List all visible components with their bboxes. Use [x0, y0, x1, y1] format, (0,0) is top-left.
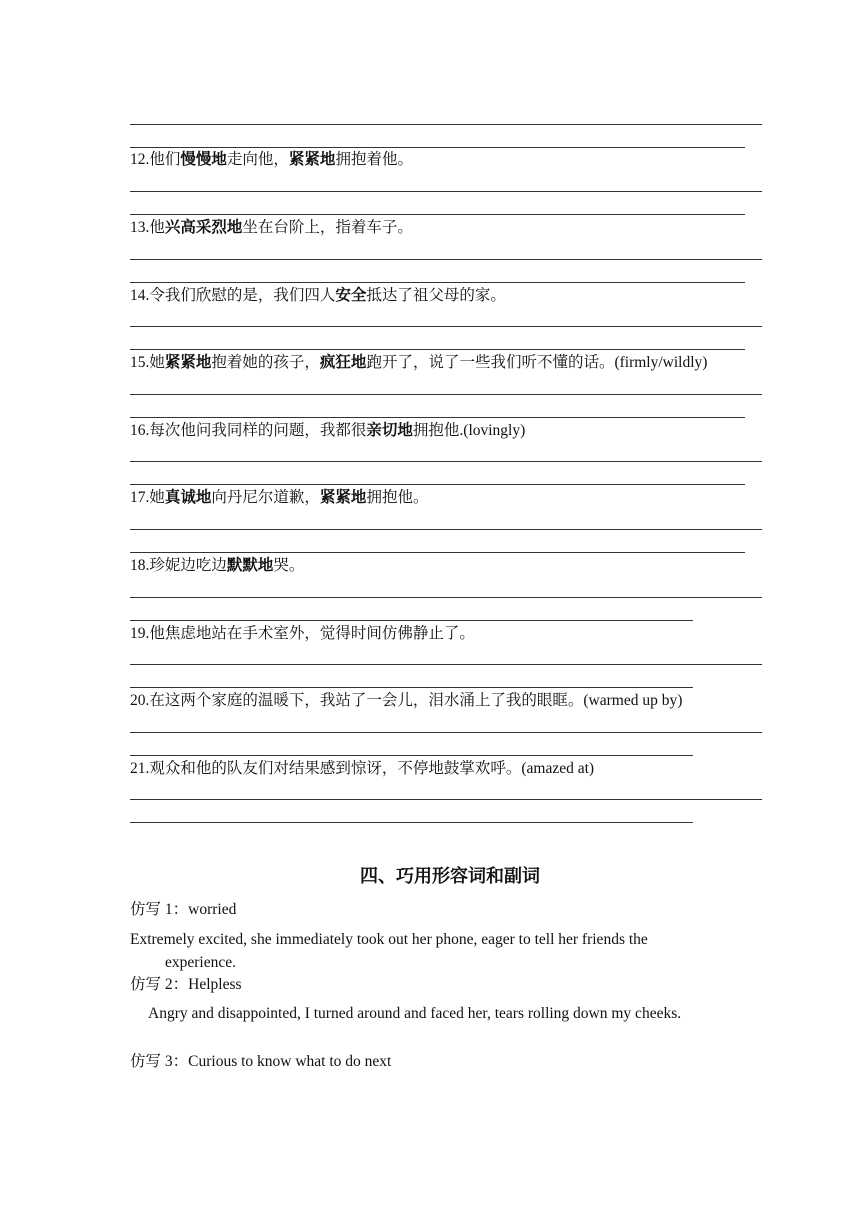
key-phrase: 真诚地 [164, 489, 212, 506]
answer-line [130, 282, 745, 283]
key-phrase: 紧紧地 [319, 489, 367, 506]
answer-line [130, 349, 745, 350]
answer-line [130, 191, 762, 192]
sentence-text: 抵达了祖父母的家。 [366, 287, 506, 304]
answer-line [130, 259, 762, 260]
sentence-text: 观众和他的队友们对结果感到惊讶，不停地鼓掌欢呼。(amazed at) [149, 760, 595, 777]
answer-line [130, 484, 745, 485]
answer-line [130, 664, 762, 665]
key-phrase: 慢慢地 [180, 151, 227, 168]
sentence-text: 向丹尼尔道歉， [211, 489, 320, 506]
sentence-text: 每次他问我同样的问题，我都很 [149, 422, 367, 439]
key-phrase: 安全 [335, 287, 367, 304]
question-item [130, 150, 413, 170]
answer-line [130, 620, 693, 621]
question-number: 20. [130, 692, 150, 709]
answer-line [130, 597, 762, 598]
question-item [130, 624, 475, 644]
key-phrase: 紧紧地 [164, 354, 212, 371]
answer-line [130, 822, 693, 823]
question-item [130, 286, 506, 306]
answer-line [130, 755, 693, 756]
imitation-2 [130, 974, 242, 996]
answer-line [130, 799, 762, 800]
answer-line [130, 214, 745, 215]
question-number: 21. [130, 760, 150, 777]
sentence-text: 跑开了，说了一些我们听不懂的话。(firmly/wildly) [366, 354, 708, 371]
example-sentence-1-continued: experience. [165, 954, 236, 971]
key-phrase: 亲切地 [366, 422, 413, 439]
answer-line [130, 326, 762, 327]
question-number: 12. [130, 151, 150, 168]
answer-line [130, 552, 745, 553]
answer-line [130, 124, 762, 125]
question-number: 17. [130, 489, 150, 506]
sentence-text: 令我们欣慰的是，我们四人 [149, 287, 336, 304]
question-number: 19. [130, 625, 150, 642]
sentence-text: 他 [149, 219, 165, 236]
answer-line [130, 732, 762, 733]
sentence-text: 她 [149, 354, 165, 371]
imitation-3 [130, 1051, 391, 1073]
question-number: 13. [130, 219, 150, 236]
answer-line [130, 417, 745, 418]
imitation-word: Curious to know what to do next [188, 1053, 392, 1070]
sentence-text: 走向他， [226, 151, 289, 168]
answer-line [130, 394, 762, 395]
sentence-text: 在这两个家庭的温暖下，我站了一会儿，泪水涌上了我的眼眶。(warmed up by) [149, 692, 683, 709]
question-number: 15. [130, 354, 150, 371]
sentence-text: 他焦虑地站在手术室外，觉得时间仿佛静止了。 [149, 625, 475, 642]
example-sentence-1: Extremely excited, she immediately took out her phone, eager to tell her friends the [130, 931, 648, 948]
sentence-text: 哭。 [273, 557, 305, 574]
key-phrase: 默默地 [226, 557, 274, 574]
sentence-text: 抱着她的孩子， [211, 354, 320, 371]
question-item [130, 759, 594, 779]
key-phrase: 兴高采烈地 [164, 219, 243, 236]
sentence-text: 她 [149, 489, 165, 506]
imitation-word: Helpless [188, 976, 242, 993]
sentence-text: 拥抱着他。 [335, 151, 413, 168]
key-phrase: 疯狂地 [319, 354, 367, 371]
section-heading: 四、巧用形容词和副词 [360, 866, 540, 887]
question-item [130, 691, 682, 711]
imitation-label: 仿写 1： [130, 901, 189, 918]
sentence-text: 珍妮边吃边 [149, 557, 227, 574]
question-item [130, 218, 413, 238]
question-item [130, 421, 525, 441]
question-item [130, 488, 428, 508]
example-sentence-2: Angry and disappointed, I turned around and faced her, tears rolling down my cheeks. [148, 1005, 682, 1022]
answer-line [130, 147, 745, 148]
question-item [130, 353, 707, 373]
imitation-label: 仿写 3： [130, 1053, 189, 1070]
sentence-text: 拥抱他.(lovingly) [412, 422, 526, 439]
key-phrase: 紧紧地 [288, 151, 336, 168]
answer-line [130, 529, 762, 530]
sentence-text: 拥抱他。 [366, 489, 429, 506]
answer-line [130, 461, 762, 462]
sentence-text: 他们 [149, 151, 181, 168]
answer-line [130, 687, 693, 688]
imitation-label: 仿写 2： [130, 976, 189, 993]
question-number: 14. [130, 287, 150, 304]
question-number: 18. [130, 557, 150, 574]
question-number: 16. [130, 422, 150, 439]
imitation-word: worried [188, 901, 237, 918]
sentence-text: 坐在台阶上，指着车子。 [242, 219, 413, 236]
imitation-1 [130, 899, 236, 921]
question-item [130, 556, 304, 576]
